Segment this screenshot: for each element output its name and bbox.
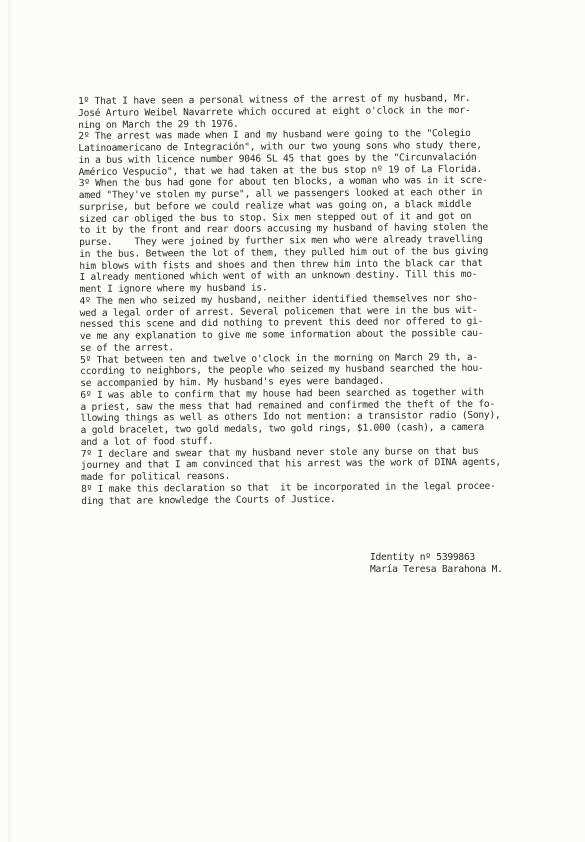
body-line: and a lot of food stuff. <box>80 435 214 448</box>
body-line: wed a legal order of arrest. Several policemen that were in the bus wit- <box>79 304 478 319</box>
body-line: 4º The men who seized my husband, neither identified themselves nor sho- <box>79 292 478 307</box>
body-line: in the bus. Between the lot of them, they pulled him out of the bus giving <box>79 245 489 260</box>
body-line: amed "They've stolen my purse", all we passengers looked at each other in <box>78 186 483 201</box>
body-line: 2º The arrest was made when I and my husband were going to the "Colegio <box>78 128 471 143</box>
body-line: ding that are knowledge the Courts of Justice. <box>81 493 336 507</box>
body-line: I already mentioned which went of with an unknown destiny. Till this mo- <box>79 269 478 284</box>
body-line: journey and that I am convinced that his arrest was the work of DINA agents, <box>80 456 501 472</box>
body-line: ve me any explanation to give me some information about the possible cau- <box>79 327 484 342</box>
body-line: ccording to neighbors, the people who seized my husband searched the hou- <box>80 363 484 378</box>
body-line: 5º That between ten and twelve o'clock in the morning on March 29 th, a- <box>80 351 478 366</box>
body-line: se accompanied by him. My husband's eyes were bandaged. <box>80 375 385 389</box>
body-line: José Arturo Weibel Navarrete which occured at eight o'clock in the mor- <box>78 104 471 119</box>
body-line: a gold bracelet, two gold medals, two gold rings, $1.000 (cash), a camera <box>80 421 485 436</box>
body-line: Américo Vespucio", that we had taken at the bus stop nº 19 of La Florida. <box>78 163 483 178</box>
body-line: purse. They were joined by further six men who were already travelling <box>79 233 483 248</box>
body-line: nessed this scene and did nothing to prevent this deed nor offered to gi- <box>79 316 484 331</box>
body-line: Latinoamericano de Integración", with our two young sons who study there, <box>78 139 482 154</box>
body-line: 7º I declare and swear that my husband never stole any burse on that bus <box>80 445 479 460</box>
body-line: in a bus with licence number 9046 SL 45 that goes by the "Circunvalación <box>78 151 477 166</box>
body-line: sized car obliged the bus to stop. Six men stepped out of it and got on <box>78 210 472 225</box>
identity-number: Identity nº 5399863 <box>370 552 475 563</box>
body-line: se of the arrest. <box>79 342 174 354</box>
declaration-body <box>78 92 549 507</box>
body-line: 8º I make this declaration so that it be incorporated in the legal procee- <box>81 480 496 495</box>
body-line: ning on March the 29 th 1976. <box>78 118 239 131</box>
body-line: ment I ignore where my husband is. <box>79 282 268 295</box>
body-line: 6º I was able to confirm that my house had been searched as together with <box>80 386 484 401</box>
signature-block <box>370 552 503 576</box>
body-line: a priest, saw the mess that had remained and confirmed the theft of the fo- <box>80 398 495 413</box>
body-line: 1º That I have seen a personal witness of the arrest of my husband, Mr. <box>78 92 471 107</box>
body-line: 3º When the bus had gone for about ten blocks, a woman who was in it scre- <box>78 175 488 190</box>
scan-edge-shadow <box>8 0 12 842</box>
body-line: him blows with fists and shoes and then threw him into the black car that <box>79 257 483 272</box>
body-line: to it by the front and rear doors accusing my husband of having stolen the <box>79 222 489 237</box>
body-line: llowing things as well as others Ido not mention: a transistor radio (Sony), <box>80 409 501 425</box>
signatory-name: María Teresa Barahona M. <box>370 564 503 575</box>
body-line: made for political reasons. <box>80 470 231 483</box>
body-line: surprise, but before we could realize what was going on, a black middle <box>78 198 472 213</box>
